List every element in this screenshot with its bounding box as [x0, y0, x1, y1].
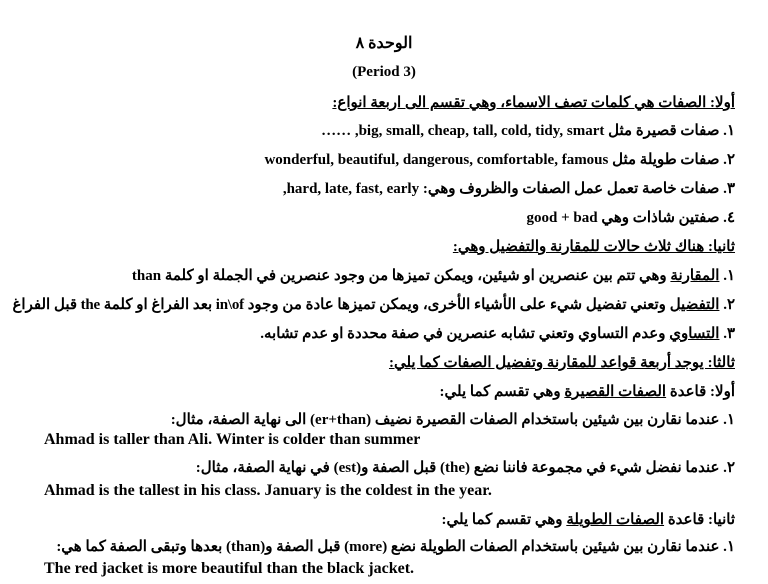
section1-item-4: ٤. صفتين شاذات وهي good + bad [526, 210, 735, 226]
rule2-heading [442, 510, 736, 530]
section2-item-1 [132, 266, 735, 286]
section1-item-3: ٣. صفات خاصة تعمل عمل الصفات والظروف وهي: hard, late, fast, early, [282, 181, 735, 197]
rule1-example-2: Ahmad is the tallest in his class. January is the coldest in the year. [44, 482, 492, 499]
term-comparison: المقارنة [670, 268, 720, 284]
section2-item-3 [260, 324, 735, 344]
rule1-point-1: ١. عندما نقارن بين شيئين باستخدام الصفات القصيرة نضيف (er+than) الى نهاية الصفة، مثال: [170, 412, 735, 428]
item-number: ١. [723, 268, 735, 284]
item-number: ٢. [723, 297, 735, 313]
item-text: وتعني تفضيل شيء على الأشياء الأخرى، ويمكن تميزها عادة من وجود in\of بعد الفراغ او كلمة the قبل الفراغ [12, 297, 670, 313]
rule1-heading-pre: أولا: قاعدة [666, 384, 735, 400]
rule2-heading-post: وهي تقسم كما يلي: [441, 512, 567, 528]
section2-item-2 [12, 295, 735, 315]
section1-item-1: ١. صفات قصيرة مثل big, small, cheap, tall, cold, tidy, smart, …… [321, 123, 735, 139]
term-equality: التساوي [669, 326, 720, 342]
item-text: وهي تتم بين عنصرين او شيئين، ويمكن تميزها من وجود عنصرين في الجملة او كلمة than [131, 268, 671, 284]
section3-heading: ثالثا: يوجد أربعة قواعد للمقارنة وتفضيل الصفات كما يلي: [388, 355, 735, 371]
rule1-example-1: Ahmad is taller than Ali. Winter is colder than summer [44, 431, 421, 448]
rule2-example-1: The red jacket is more beautiful than the black jacket. [44, 560, 415, 577]
item-text: وعدم التساوي وتعني تشابه عنصرين في صفة محددة او عدم تشابه. [260, 326, 670, 342]
item-number: ٣. [723, 326, 735, 342]
period-label: (Period 3) [352, 64, 416, 80]
term-superlative: التفضيل [669, 297, 720, 313]
rule2-point-1: ١. عندما نقارن بين شيئين باستخدام الصفات الطويلة نضع (more) قبل الصفة و(than) بعدها وتبقى الصفة كما هي: [56, 539, 735, 555]
rule1-heading-post: وهي تقسم كما يلي: [439, 384, 565, 400]
page-title: الوحدة ٨ [355, 35, 413, 52]
section1-item-2: ٢. صفات طويلة مثل wonderful, beautiful, dangerous, comfortable, famous [264, 152, 735, 168]
section1-heading: أولا: الصفات هي كلمات تصف الاسماء، وهي تقسم الى اربعة انواع: [332, 95, 735, 111]
rule1-point-2: ٢. عندما نفضل شيء في مجموعة فاننا نضع (the) قبل الصفة و(est) في نهاية الصفة، مثال: [195, 460, 735, 476]
rule2-heading-term: الصفات الطويلة [566, 512, 665, 528]
rule1-heading [440, 382, 735, 402]
rule1-heading-term: الصفات القصيرة [564, 384, 667, 400]
rule2-heading-pre: ثانيا: قاعدة [664, 512, 735, 528]
section2-heading: ثانيا: هناك ثلاث حالات للمقارنة والتفضيل وهي: [452, 239, 735, 255]
